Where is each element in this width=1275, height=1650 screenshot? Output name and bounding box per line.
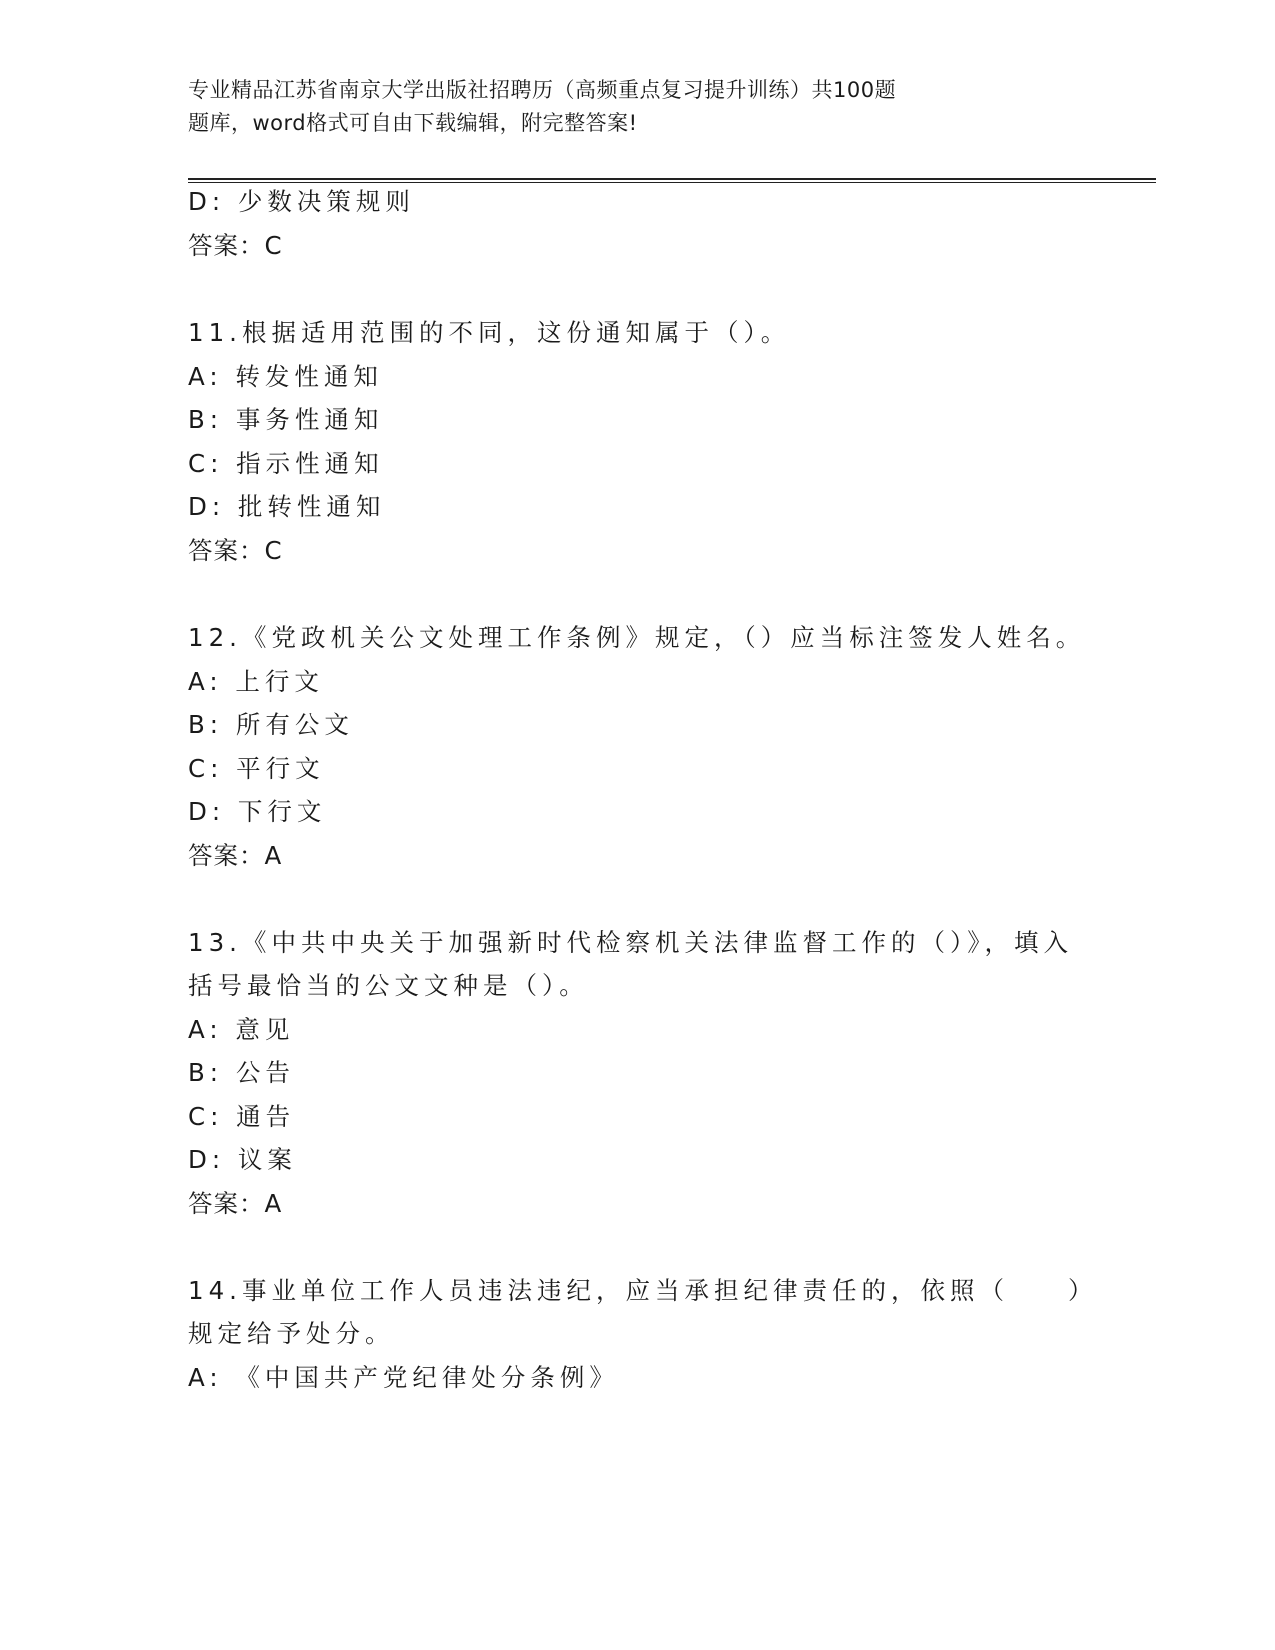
q11-option-b: B: 事务性通知	[188, 405, 384, 434]
q10-option-d: D: 少数决策规则	[188, 187, 415, 216]
header-line-1: 专业精品江苏省南京大学出版社招聘历（高频重点复习提升训练）共100题	[188, 78, 897, 102]
document-header	[188, 74, 1048, 140]
q11-option-c: C: 指示性通知	[188, 449, 384, 478]
q13-answer: 答案：A	[188, 1189, 283, 1218]
q14-option-a: A: 《中国共产党纪律处分条例》	[188, 1363, 619, 1392]
q13-option-c: C: 通告	[188, 1102, 296, 1131]
q11-option-a: A: 转发性通知	[188, 362, 383, 391]
q13-stem-line-2: 括号最恰当的公文文种是（）。	[188, 971, 589, 1000]
q12-option-b: B: 所有公文	[188, 710, 354, 739]
q13-stem-line-1: 13.《中共中央关于加强新时代检察机关法律监督工作的（）》，填入	[188, 928, 1073, 957]
q14-stem-line-1: 14.事业单位工作人员违法违纪，应当承担纪律责任的，依照（ ）	[188, 1276, 1098, 1305]
q11-stem: 11.根据适用范围的不同，这份通知属于（）。	[188, 318, 791, 347]
q12-option-c: C: 平行文	[188, 754, 325, 783]
q11-option-d: D: 批转性通知	[188, 492, 386, 521]
q13-option-a: A: 意见	[188, 1015, 295, 1044]
q12-answer: 答案：A	[188, 841, 283, 870]
q12-option-a: A: 上行文	[188, 667, 324, 696]
q13-option-d: D: 议案	[188, 1145, 297, 1174]
header-divider	[188, 178, 1156, 183]
header-line-2: 题库，word格式可自由下载编辑，附完整答案!	[188, 111, 638, 135]
q13-option-b: B: 公告	[188, 1058, 295, 1087]
q11-answer: 答案：C	[188, 536, 283, 565]
q12-stem: 12.《党政机关公文处理工作条例》规定，（）应当标注签发人姓名。	[188, 623, 1086, 652]
q14-stem-line-2: 规定给予处分。	[188, 1319, 395, 1348]
q10-answer: 答案：C	[188, 231, 283, 260]
q12-option-d: D: 下行文	[188, 797, 327, 826]
